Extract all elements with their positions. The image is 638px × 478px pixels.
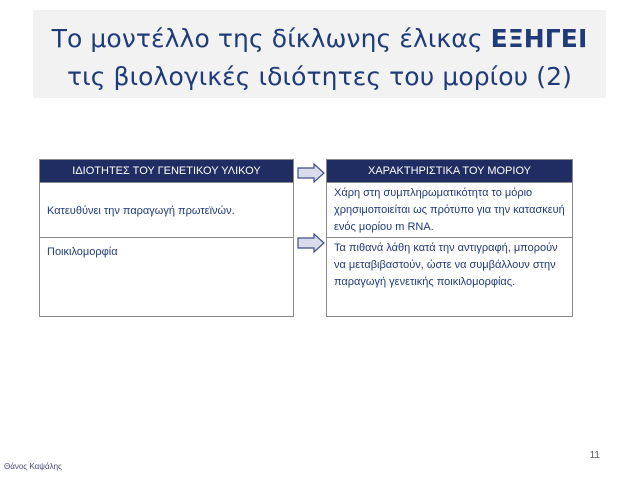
arrow-right-icon xyxy=(297,233,325,253)
features-row-1: Χάρη στη συμπληρωματικότητα το μόριο χρησιμοποιείται ως πρότυπο για την κατασκευή ενός μορίου m RNA. xyxy=(327,182,572,237)
arrow-right-icon xyxy=(297,163,325,183)
page-number: 11 xyxy=(589,450,600,461)
slide-title-line1 xyxy=(33,24,606,53)
author-name: Θάνος Καψάλης xyxy=(4,462,62,471)
title-text: Το μοντέλλο της δίκλωνης έλικας xyxy=(51,24,491,53)
properties-row-1: Κατευθύνει την παραγωγή πρωτεϊνών. xyxy=(40,182,293,237)
title-emphasis: ΕΞΗΓΕΙ xyxy=(490,24,588,53)
features-row-2: Τα πιθανά λάθη κατά την αντιγραφή, μπορούν να μεταβιβαστούν, ώστε να συμβάλλουν στην παραγωγή γενετικής ποικιλομορφίας. xyxy=(327,237,572,315)
slide-title-line2: τις βιολογικές ιδιότητες του μορίου (2) xyxy=(67,62,572,91)
properties-table-header: ΙΔΙΟΤΗΤΕΣ ΤΟΥ ΓΕΝΕΤΙΚΟΥ ΥΛΙΚΟΥ xyxy=(40,160,293,182)
features-table xyxy=(326,159,573,317)
properties-table xyxy=(39,159,294,317)
features-table-header: ΧΑΡΑΚΤΗΡΙΣΤΙΚΑ ΤΟΥ ΜΟΡΙΟΥ xyxy=(327,160,572,182)
title-band xyxy=(33,10,606,98)
properties-row-2: Ποικιλομορφία xyxy=(40,237,293,315)
